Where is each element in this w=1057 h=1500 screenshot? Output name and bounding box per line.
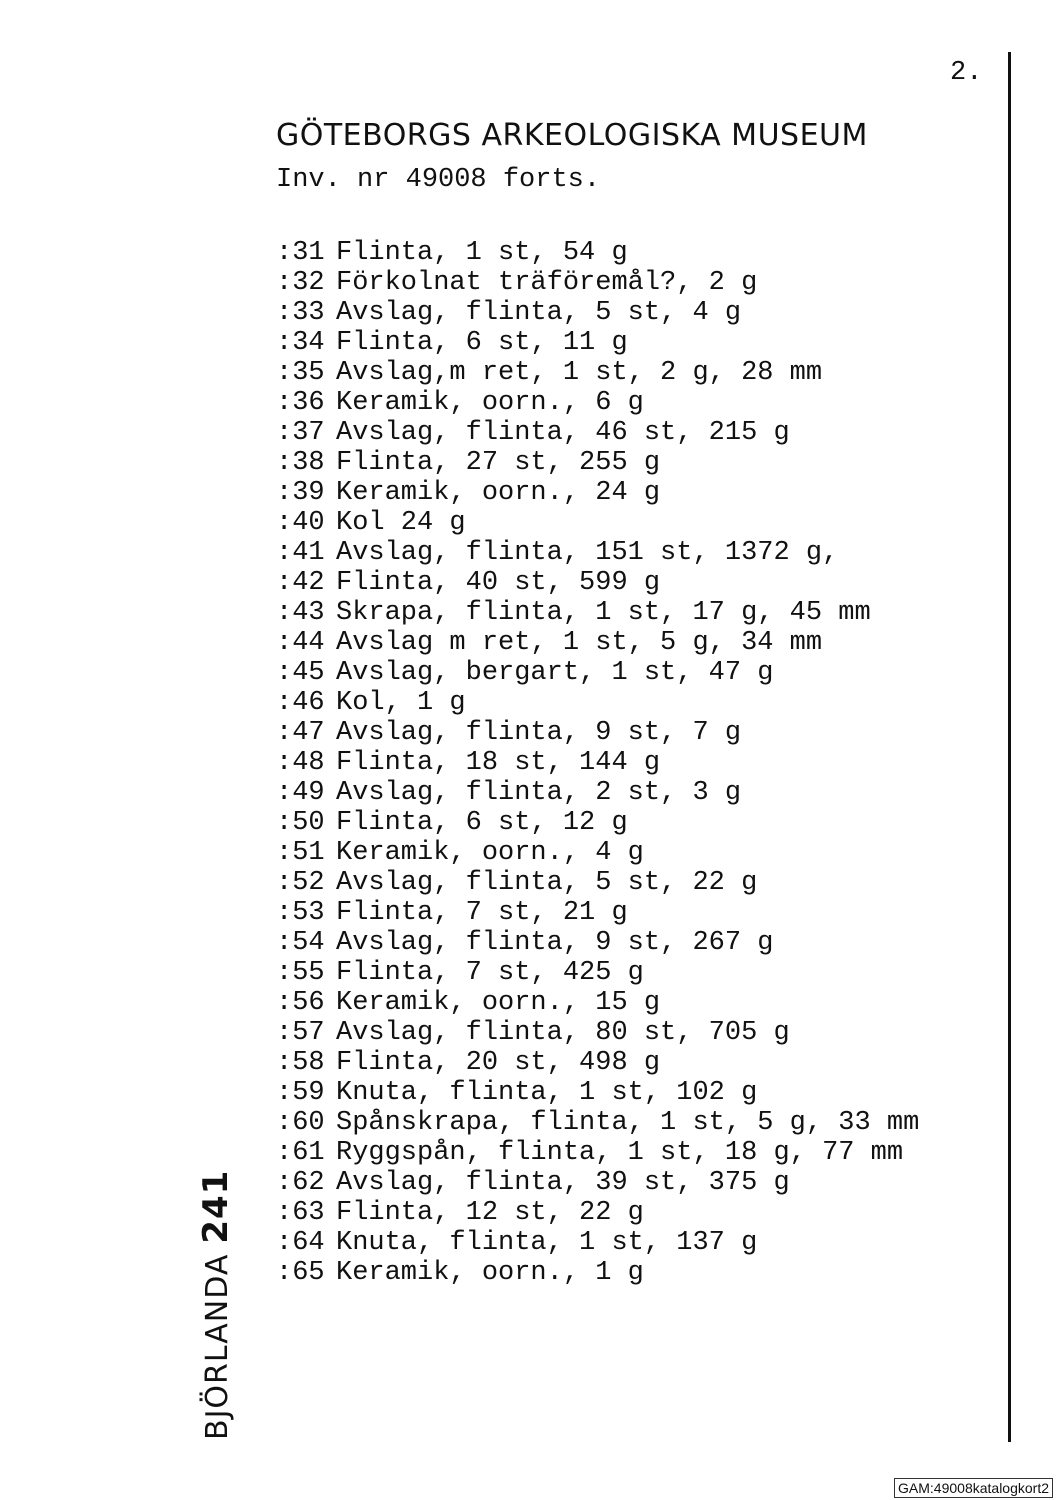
list-item	[276, 1108, 919, 1138]
list-item	[276, 358, 919, 388]
entry-number: :65	[276, 1258, 325, 1288]
list-item	[276, 1228, 919, 1258]
entry-number: :38	[276, 448, 325, 478]
entry-description: Spånskrapa, flinta, 1 st, 5 g, 33 mm	[336, 1108, 920, 1138]
entry-list	[276, 238, 919, 1288]
entry-description: Flinta, 6 st, 12 g	[336, 808, 628, 838]
list-item	[276, 898, 919, 928]
entry-number: :39	[276, 478, 325, 508]
list-item	[276, 388, 919, 418]
entry-description: Flinta, 18 st, 144 g	[336, 748, 661, 778]
entry-description: Avslag, flinta, 9 st, 267 g	[336, 928, 774, 958]
entry-number: :47	[276, 718, 325, 748]
list-item	[276, 1078, 919, 1108]
list-item	[276, 1198, 919, 1228]
site-label	[196, 1170, 236, 1440]
list-item	[276, 778, 919, 808]
entry-description: Flinta, 40 st, 599 g	[336, 568, 661, 598]
entry-number: :63	[276, 1198, 325, 1228]
entry-number: :49	[276, 778, 325, 808]
entry-number: :50	[276, 808, 325, 838]
list-item	[276, 1168, 919, 1198]
entry-description: Flinta, 7 st, 21 g	[336, 898, 628, 928]
list-item	[276, 808, 919, 838]
site-number: 241	[196, 1169, 236, 1244]
list-item	[276, 1048, 919, 1078]
entry-number: :31	[276, 238, 325, 268]
list-item	[276, 538, 919, 568]
entry-number: :56	[276, 988, 325, 1018]
entry-description: Avslag m ret, 1 st, 5 g, 34 mm	[336, 628, 823, 658]
list-item	[276, 748, 919, 778]
entry-number: :36	[276, 388, 325, 418]
museum-title: GÖTEBORGS ARKEOLOGISKA MUSEUM	[276, 118, 868, 153]
entry-description: Keramik, oorn., 24 g	[336, 478, 661, 508]
site-place: BJÖRLANDA	[200, 1253, 235, 1440]
list-item	[276, 598, 919, 628]
list-item	[276, 658, 919, 688]
list-item	[276, 958, 919, 988]
entry-number: :53	[276, 898, 325, 928]
entry-number: :42	[276, 568, 325, 598]
list-item	[276, 268, 919, 298]
entry-description: Flinta, 6 st, 11 g	[336, 328, 628, 358]
entry-description: Avslag, flinta, 46 st, 215 g	[336, 418, 790, 448]
list-item	[276, 928, 919, 958]
list-item	[276, 328, 919, 358]
entry-description: Ryggspån, flinta, 1 st, 18 g, 77 mm	[336, 1138, 904, 1168]
entry-number: :64	[276, 1228, 325, 1258]
entry-description: Flinta, 1 st, 54 g	[336, 238, 628, 268]
entry-description: Skrapa, flinta, 1 st, 17 g, 45 mm	[336, 598, 871, 628]
entry-description: Avslag, flinta, 5 st, 4 g	[336, 298, 742, 328]
entry-description: Keramik, oorn., 15 g	[336, 988, 661, 1018]
entry-description: Avslag, bergart, 1 st, 47 g	[336, 658, 774, 688]
list-item	[276, 688, 919, 718]
entry-description: Keramik, oorn., 6 g	[336, 388, 644, 418]
entry-number: :44	[276, 628, 325, 658]
entry-number: :35	[276, 358, 325, 388]
entry-description: Avslag, flinta, 39 st, 375 g	[336, 1168, 790, 1198]
entry-description: Förkolnat träföremål?, 2 g	[336, 268, 758, 298]
entry-description: Avslag, flinta, 9 st, 7 g	[336, 718, 742, 748]
entry-number: :62	[276, 1168, 325, 1198]
entry-description: Avslag,m ret, 1 st, 2 g, 28 mm	[336, 358, 823, 388]
entry-number: :52	[276, 868, 325, 898]
entry-number: :54	[276, 928, 325, 958]
entry-description: Kol, 1 g	[336, 688, 466, 718]
list-item	[276, 838, 919, 868]
entry-number: :34	[276, 328, 325, 358]
list-item	[276, 508, 919, 538]
entry-description: Keramik, oorn., 4 g	[336, 838, 644, 868]
list-item	[276, 1018, 919, 1048]
list-item	[276, 238, 919, 268]
entry-number: :51	[276, 838, 325, 868]
list-item	[276, 448, 919, 478]
entry-number: :37	[276, 418, 325, 448]
entry-number: :58	[276, 1048, 325, 1078]
list-item	[276, 478, 919, 508]
entry-number: :40	[276, 508, 325, 538]
entry-number: :33	[276, 298, 325, 328]
list-item	[276, 718, 919, 748]
entry-description: Flinta, 27 st, 255 g	[336, 448, 661, 478]
entry-description: Keramik, oorn., 1 g	[336, 1258, 644, 1288]
entry-number: :59	[276, 1078, 325, 1108]
entry-number: :43	[276, 598, 325, 628]
list-item	[276, 1258, 919, 1288]
entry-number: :32	[276, 268, 325, 298]
catalog-card-id: GAM:49008katalogkort2	[894, 1478, 1053, 1498]
entry-number: :48	[276, 748, 325, 778]
entry-number: :55	[276, 958, 325, 988]
entry-description: Flinta, 20 st, 498 g	[336, 1048, 661, 1078]
list-item	[276, 868, 919, 898]
entry-number: :57	[276, 1018, 325, 1048]
entry-description: Avslag, flinta, 151 st, 1372 g,	[336, 538, 839, 568]
right-margin-rule	[1008, 52, 1011, 1442]
inventory-number: Inv. nr 49008 forts.	[276, 165, 601, 195]
entry-description: Avslag, flinta, 80 st, 705 g	[336, 1018, 790, 1048]
list-item	[276, 418, 919, 448]
list-item	[276, 298, 919, 328]
entry-description: Kol 24 g	[336, 508, 466, 538]
page-number: 2.	[950, 58, 983, 88]
entry-description: Flinta, 7 st, 425 g	[336, 958, 644, 988]
entry-number: :41	[276, 538, 325, 568]
entry-description: Flinta, 12 st, 22 g	[336, 1198, 644, 1228]
list-item	[276, 628, 919, 658]
entry-description: Avslag, flinta, 2 st, 3 g	[336, 778, 742, 808]
list-item	[276, 988, 919, 1018]
entry-description: Knuta, flinta, 1 st, 137 g	[336, 1228, 758, 1258]
entry-number: :45	[276, 658, 325, 688]
entry-number: :60	[276, 1108, 325, 1138]
list-item	[276, 568, 919, 598]
entry-number: :61	[276, 1138, 325, 1168]
list-item	[276, 1138, 919, 1168]
entry-description: Knuta, flinta, 1 st, 102 g	[336, 1078, 758, 1108]
entry-number: :46	[276, 688, 325, 718]
entry-description: Avslag, flinta, 5 st, 22 g	[336, 868, 758, 898]
